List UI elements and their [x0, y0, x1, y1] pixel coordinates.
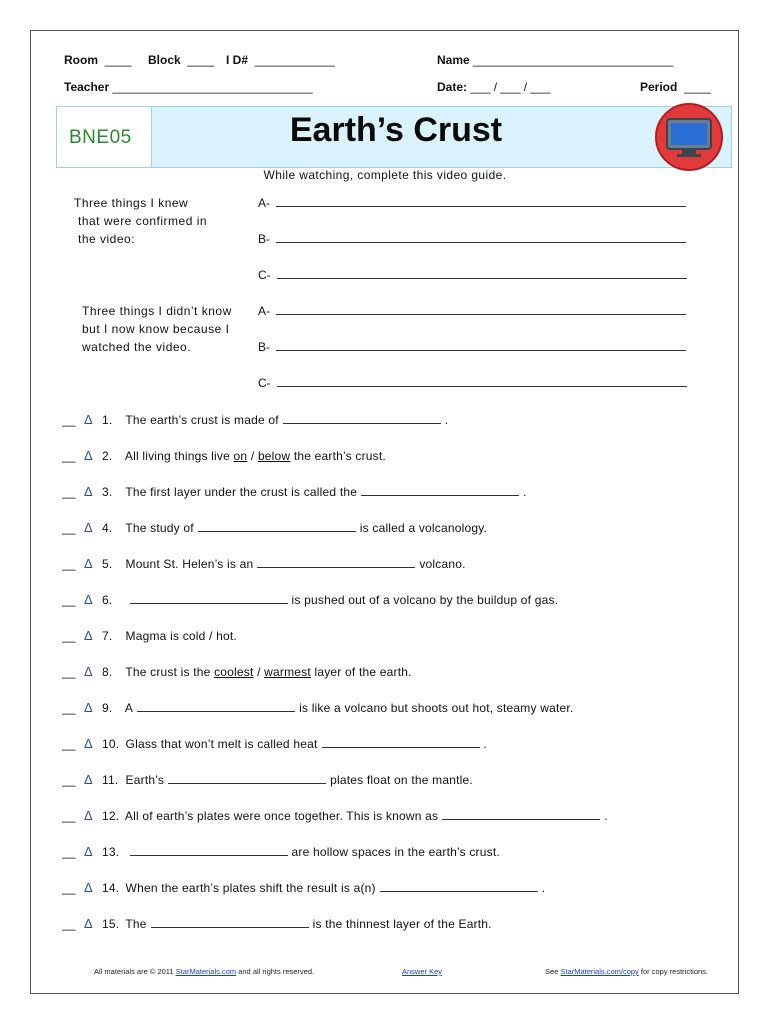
- answer-blank[interactable]: [137, 701, 295, 712]
- question-11: __ Δ 11. Earth’s plates float on the mantle.: [62, 772, 473, 787]
- footer-copyright: All materials are © 2011 StarMaterials.com and all rights reserved.: [94, 967, 315, 976]
- answer-blank[interactable]: [198, 521, 356, 532]
- question-8: __ Δ 8. The crust is the coolest / warmest layer of the earth.: [62, 664, 412, 679]
- question-1: __ Δ 1. The earth’s crust is made of .: [62, 412, 449, 427]
- delta-marker-icon: Δ: [84, 592, 93, 607]
- instructions: While watching, complete this video guide.: [263, 168, 507, 182]
- question-6: __ Δ 6. is pushed out of a volcano by the buildup of gas.: [62, 592, 559, 607]
- question-13: __ Δ 13. are hollow spaces in the earth’s crust.: [62, 844, 500, 859]
- delta-marker-icon: Δ: [84, 736, 93, 751]
- delta-marker-icon: Δ: [84, 772, 93, 787]
- didnt-know-label: Three things I didn’t know but I now know because I watched the video.: [82, 304, 232, 354]
- name-field: Name ______________________________: [437, 53, 674, 67]
- question-5: __ Δ 5. Mount St. Helen’s is an volcano.: [62, 556, 466, 571]
- question-3: __ Δ 3. The first layer under the crust is called the .: [62, 484, 527, 499]
- question-14: __ Δ 14. When the earth’s plates shift the result is a(n) .: [62, 880, 546, 895]
- question-12: __ Δ 12. All of earth’s plates were once together. This is known as .: [62, 808, 608, 823]
- question-2: __ Δ 2. All living things live on / below the earth’s crust.: [62, 448, 386, 463]
- knew-label: Three things I knew that were confirmed in the video:: [74, 196, 208, 246]
- starmaterials-link[interactable]: StarMaterials.com: [175, 967, 237, 976]
- delta-marker-icon: Δ: [84, 448, 93, 463]
- delta-marker-icon: Δ: [84, 880, 93, 895]
- period-field: Period ____: [640, 80, 711, 94]
- knew-line-b[interactable]: B-: [258, 232, 686, 246]
- delta-marker-icon: Δ: [84, 520, 93, 535]
- delta-marker-icon: Δ: [84, 628, 93, 643]
- answer-blank[interactable]: [130, 593, 288, 604]
- delta-marker-icon: Δ: [84, 484, 93, 499]
- answer-blank[interactable]: [130, 845, 288, 856]
- delta-marker-icon: Δ: [84, 412, 93, 427]
- teacher-field: Teacher ______________________________: [64, 80, 313, 94]
- answer-blank[interactable]: [283, 413, 441, 424]
- date-field: Date: ___ / ___ / ___: [437, 80, 551, 94]
- knew-line-a[interactable]: A-: [258, 196, 686, 210]
- footer-answer-key: [402, 967, 442, 976]
- question-9: __ Δ 9. A is like a volcano but shoots out hot, steamy water.: [62, 700, 574, 715]
- question-15: __ Δ 15. The is the thinnest layer of the Earth.: [62, 916, 492, 931]
- copy-restrictions-link[interactable]: StarMaterials.com/copy: [560, 967, 639, 976]
- question-4: __ Δ 4. The study of is called a volcanology.: [62, 520, 488, 535]
- block-field: Block ____: [148, 53, 215, 67]
- answer-blank[interactable]: [361, 485, 519, 496]
- title-banner: [56, 106, 732, 168]
- answer-key-link[interactable]: Answer Key: [402, 967, 443, 976]
- tv-icon: [653, 101, 725, 173]
- option-below[interactable]: below: [257, 449, 291, 463]
- code-box: [57, 107, 152, 167]
- answer-blank[interactable]: [257, 557, 415, 568]
- guide-code: BNE05: [69, 127, 132, 148]
- answer-blank[interactable]: [322, 737, 480, 748]
- delta-marker-icon: Δ: [84, 916, 93, 931]
- delta-marker-icon: Δ: [84, 556, 93, 571]
- answer-blank[interactable]: [442, 809, 600, 820]
- knew-line-c[interactable]: C-: [258, 268, 687, 282]
- delta-marker-icon: Δ: [84, 808, 93, 823]
- option-on[interactable]: on: [233, 449, 248, 463]
- answer-blank[interactable]: [168, 773, 326, 784]
- room-field: Room ____: [64, 53, 132, 67]
- page-title: Earth’s Crust: [289, 111, 503, 149]
- didnt-know-line-b[interactable]: B-: [258, 340, 686, 354]
- didnt-know-line-a[interactable]: A-: [258, 304, 686, 318]
- delta-marker-icon: Δ: [84, 664, 93, 679]
- footer-copy-restrictions: See StarMaterials.com/copy for copy restrictions.: [545, 967, 709, 976]
- answer-blank[interactable]: [380, 881, 538, 892]
- delta-marker-icon: Δ: [84, 700, 93, 715]
- question-7: __ Δ 7. Magma is cold / hot.: [62, 628, 237, 643]
- delta-marker-icon: Δ: [84, 844, 93, 859]
- didnt-know-line-c[interactable]: C-: [258, 376, 687, 390]
- answer-blank[interactable]: [151, 917, 309, 928]
- option-coolest[interactable]: coolest: [214, 665, 254, 679]
- question-10: __ Δ 10. Glass that won’t melt is called heat .: [62, 736, 488, 751]
- option-warmest[interactable]: warmest: [264, 665, 311, 679]
- id-field: I D# ____________: [226, 53, 335, 67]
